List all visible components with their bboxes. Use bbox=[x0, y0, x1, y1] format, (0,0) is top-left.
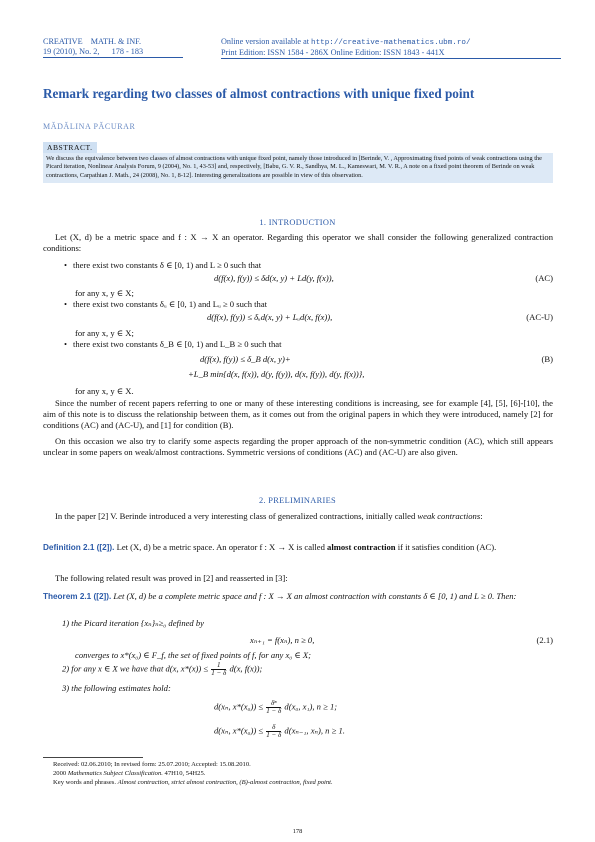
journal-line1: CREATIVE MATH. & INF. bbox=[43, 37, 142, 46]
fraction-den: 1 − δ bbox=[211, 669, 227, 677]
bullet-text-3: there exist two constants δ_B ∈ [0, 1) and L_B ≥ 0 such that bbox=[73, 339, 282, 349]
prelim-paragraph-2: The following related result was proved in [2] and reasserted in [3]: bbox=[55, 573, 288, 583]
estimate-1-a: d(xₙ, x*(x₀)) ≤ bbox=[214, 701, 264, 712]
journal-line2: 19 (2010), No. 2, 178 - 183 bbox=[43, 47, 183, 58]
bullet-text-1: there exist two constants δ ∈ [0, 1) and L ≥ 0 such that bbox=[73, 260, 262, 270]
bullet-icon: • bbox=[64, 260, 68, 270]
for-any-3: for any x, y ∈ X. bbox=[75, 386, 134, 396]
theorem-item-1: 1) the Picard iteration {xₙ}ₙ≥₀ defined by bbox=[62, 618, 204, 628]
section-heading-introduction: 1. INTRODUCTION bbox=[259, 218, 336, 227]
bullet-item-3 bbox=[64, 339, 281, 350]
bullet-item-1 bbox=[64, 260, 261, 271]
footnote-received: Received: 02.06.2010; In revised form: 25.07.2010; Accepted: 15.08.2010. bbox=[53, 761, 251, 768]
item2-text-a: 2) for any x ∈ X we have that d(x, x*(x)) ≤ bbox=[62, 663, 209, 674]
bullet-item-2 bbox=[64, 299, 267, 310]
journal-info bbox=[43, 37, 183, 58]
footnote-keywords bbox=[53, 779, 333, 788]
estimate-2-a: d(xₙ, x*(x₀)) ≤ bbox=[214, 725, 264, 736]
equation-b-line1: d(f(x), f(y)) ≤ δ_B d(x, y)+ bbox=[200, 354, 291, 364]
intro-paragraph-3: On this occasion we also try to clarify some aspects regarding the proper approach of the non-symmetric condition (AC), which still appears unclear in some papers on weak/almost contractions. Symmetric versions of conditions (AC) and (AC-U) are also given. bbox=[43, 436, 553, 457]
section-heading-preliminaries: 2. PRELIMINARIES bbox=[259, 496, 336, 505]
definition-label: Definition 2.1 ([2]). bbox=[43, 543, 115, 552]
fraction-num: δⁿ bbox=[266, 700, 281, 708]
fraction bbox=[266, 724, 281, 739]
definition-text-b: if it satisfies condition (AC). bbox=[395, 542, 497, 552]
prelim-p1-italic: weak contractions bbox=[417, 511, 481, 521]
item2-text-b: d(x, f(x)); bbox=[229, 663, 263, 674]
fraction bbox=[211, 662, 226, 677]
fraction-den: 1 − δ bbox=[266, 731, 282, 739]
for-any-1: for any x, y ∈ X; bbox=[75, 288, 134, 298]
equation-ac-u: d(f(x), f(y)) ≤ δᵤd(x, y) + Lᵤd(x, f(x)), bbox=[207, 312, 333, 322]
theorem-item-3: 3) the following estimates hold: bbox=[62, 683, 171, 693]
msc-label: Mathematics Subject Classification. bbox=[67, 770, 163, 777]
bullet-icon: • bbox=[64, 299, 68, 309]
for-any-2: for any x, y ∈ X; bbox=[75, 328, 134, 338]
bullet-text-2: there exist two constants δᵤ ∈ [0, 1) and Lᵤ ≥ 0 such that bbox=[73, 299, 268, 309]
equation-b-label: (B) bbox=[541, 354, 553, 364]
online-version bbox=[221, 37, 561, 48]
keywords-label: Key words and phrases. bbox=[53, 779, 118, 786]
fraction-num: δ bbox=[266, 724, 281, 732]
equation-2-1-label: (2.1) bbox=[536, 635, 553, 645]
prelim-p1-end: : bbox=[480, 511, 483, 521]
fraction-num: 1 bbox=[211, 662, 226, 670]
equation-2-1: xₙ₊₁ = f(xₙ), n ≥ 0, bbox=[250, 635, 315, 645]
msc-codes: 47H10, 54H25. bbox=[162, 770, 206, 777]
intro-paragraph-1: Let (X, d) be a metric space and f : X → X an operator. Regarding this operator we shall consider the following generalized contraction conditions: bbox=[43, 232, 553, 253]
online-url-link[interactable]: http://creative-mathematics.ubm.ro/ bbox=[311, 39, 471, 47]
theorem-label: Theorem 2.1 ([2]). bbox=[43, 592, 112, 601]
abstract-text: We discuss the equivalence between two classes of almost contractions with unique fixed point, namely those introduced in [Berinde, V. , Approximating fixed points of weak contractions using the Picard iteration, Nonlinear Analysis Forum, 9 (2004), No. 1, 43-53] and, respectively, [Babu, G. V. R., Sandhya, M. L., Kameswari, M. V. R., A note on a fixed point theorem of Berinde on weak contractions, Carpathian J. Math., 24 (2008), No. 1, 8-12]. Interesting generalizations are possible in view of this observation. bbox=[43, 153, 553, 183]
bullet-icon: • bbox=[64, 339, 68, 349]
author-name: MĂDĂLINA PĂCURAR bbox=[43, 122, 136, 131]
theorem-2-1 bbox=[43, 591, 553, 603]
fraction-den: 1 − δ bbox=[266, 707, 282, 715]
footnote-msc bbox=[53, 770, 205, 779]
intro-paragraph-2: Since the number of recent papers referring to one or many of these interesting conditions is increasing, see for example [4], [5], [6]-[10], the aim of this note is to discuss the relationship between them, as it comes out from the original papers in which they were introduced, namely [2] for conditions (AC) and (AC-U), and [1] for condition (B). bbox=[43, 398, 553, 430]
definition-text-a: Let (X, d) be a metric space. An operator f : X → X is called bbox=[114, 542, 328, 552]
print-edition: Print Edition: ISSN 1584 - 286X Online Edition: ISSN 1843 - 441X bbox=[221, 48, 561, 59]
equation-ac: d(f(x), f(y)) ≤ δd(x, y) + Ld(y, f(x)), bbox=[214, 273, 334, 283]
estimate-1-b: d(x₀, x₁), n ≥ 1; bbox=[284, 701, 338, 712]
abstract-label: ABSTRACT. bbox=[43, 142, 97, 154]
theorem-text: Let (X, d) be a complete metric space and f : X → X an almost contraction with constants δ ∈ [0, 1) and L ≥ 0. Then: bbox=[111, 591, 517, 601]
estimate-1 bbox=[214, 700, 337, 715]
edition-info bbox=[221, 37, 561, 59]
page-number: 178 bbox=[292, 828, 303, 835]
estimate-2-b: d(xₙ₋₁, xₙ), n ≥ 1. bbox=[284, 725, 345, 736]
online-prefix: Online version available at bbox=[221, 37, 312, 46]
equation-ac-label: (AC) bbox=[535, 273, 553, 283]
theorem-item-2 bbox=[62, 662, 262, 677]
fraction bbox=[266, 700, 281, 715]
definition-bold: almost contraction bbox=[327, 542, 396, 552]
theorem-item-1-cont: converges to x*(x₀) ∈ F_f, the set of fixed points of f, for any x₀ ∈ X; bbox=[75, 650, 312, 660]
estimate-2 bbox=[214, 724, 345, 739]
definition-2-1 bbox=[43, 542, 553, 554]
equation-b-line2: +L_B min{d(x, f(x)), d(y, f(y)), d(x, f(y)), d(y, f(x))}, bbox=[188, 369, 365, 379]
keywords-text: Almost contraction, strict almost contraction, (B)-almost contraction, fixed point. bbox=[117, 779, 333, 786]
prelim-p1-text: In the paper [2] V. Berinde introduced a very interesting class of generalized contractions, initially called bbox=[55, 511, 418, 521]
msc-year: 2000 bbox=[53, 770, 68, 777]
equation-ac-u-label: (AC-U) bbox=[526, 312, 553, 322]
footnote-divider bbox=[43, 757, 143, 758]
prelim-paragraph-1 bbox=[43, 511, 553, 522]
paper-title: Remark regarding two classes of almost contractions with unique fixed point bbox=[43, 86, 475, 101]
